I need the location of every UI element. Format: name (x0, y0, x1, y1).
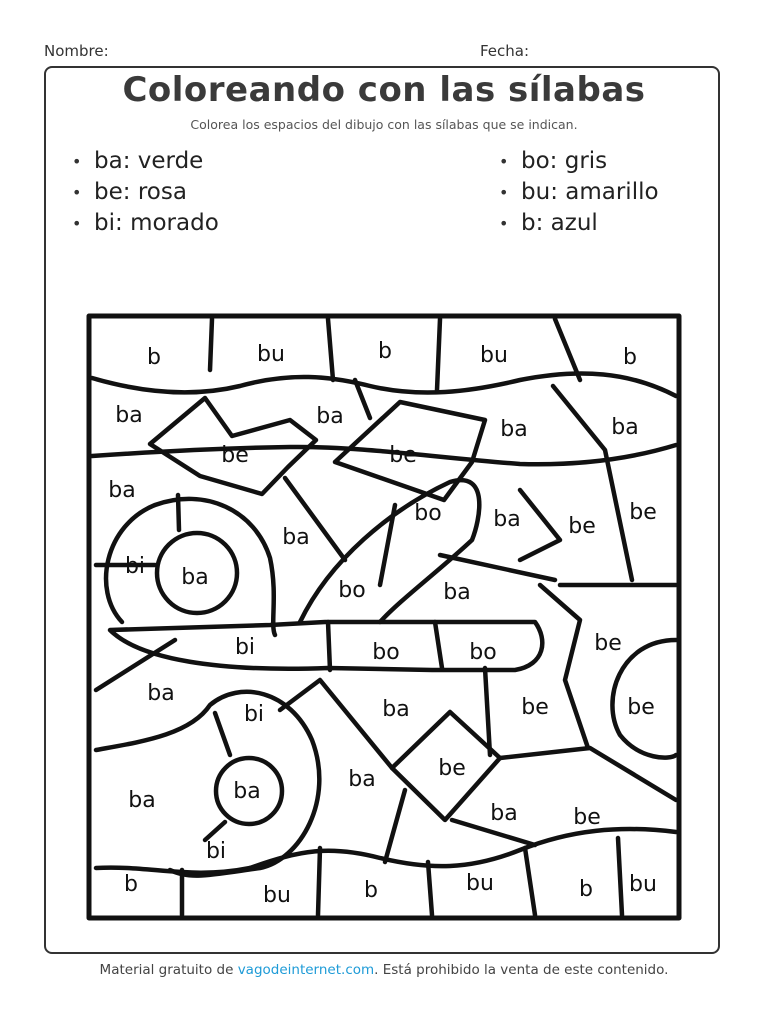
region-label: ba (316, 404, 344, 429)
region-label: be (629, 500, 657, 525)
region-label: be (568, 514, 596, 539)
region-label: be (221, 443, 249, 468)
region-label: b (623, 345, 637, 370)
page-title: Coloreando con las sílabas (122, 70, 646, 110)
date-label: Fecha: (480, 42, 530, 60)
region-label: ba (147, 681, 175, 706)
legend-color: verde (137, 148, 204, 174)
legend-color: azul (550, 210, 598, 236)
footer-prefix: Material gratuito de (99, 962, 238, 978)
legend-color: rosa (137, 179, 187, 205)
region-label: ba (128, 788, 156, 813)
legend-item: • ba: verde (70, 146, 219, 177)
region-label: be (521, 695, 549, 720)
region-label: be (573, 805, 601, 830)
legend-syllable: be (94, 179, 123, 205)
region-label: bo (338, 578, 366, 603)
region-label: bu (629, 872, 657, 897)
region-label: ba (181, 565, 209, 590)
legend-color: morado (130, 210, 219, 236)
region-label: be (594, 631, 622, 656)
region-label: b (364, 878, 378, 903)
region-label: bu (263, 883, 291, 908)
legend-syllable: bi (94, 210, 115, 236)
legend-syllable: ba (94, 148, 123, 174)
region-label: bi (124, 554, 146, 579)
region-label: b (124, 872, 138, 897)
region-label: ba (233, 779, 261, 804)
region-label: be (389, 443, 417, 468)
region-label: bi (243, 702, 265, 727)
region-label: ba (282, 525, 310, 550)
region-label: be (627, 695, 655, 720)
legend-item: • b: azul (497, 208, 659, 239)
footer-suffix: . Está prohibido la venta de este contenido. (374, 962, 669, 978)
legend-syllable: b (521, 210, 536, 236)
region-label: bu (466, 871, 494, 896)
legend-item: • be: rosa (70, 177, 219, 208)
region-label: ba (611, 415, 639, 440)
region-label: bi (234, 635, 256, 660)
legend-syllable: bu (521, 179, 551, 205)
region-label: ba (382, 697, 410, 722)
legend-syllable: bo (521, 148, 550, 174)
region-label: b (579, 877, 593, 902)
region-label: bu (257, 342, 285, 367)
legend-item: • bo: gris (497, 146, 659, 177)
region-label: ba (115, 403, 143, 428)
region-label: ba (493, 507, 521, 532)
region-label: bu (480, 343, 508, 368)
region-label: bo (469, 640, 497, 665)
footer-note (0, 962, 768, 978)
region-label: b (378, 339, 392, 364)
region-label: ba (490, 801, 518, 826)
region-label: be (438, 756, 466, 781)
region-label: bo (372, 640, 400, 665)
region-label: ba (443, 580, 471, 605)
region-label: bi (205, 839, 227, 864)
region-label: b (147, 345, 161, 370)
region-label: ba (348, 767, 376, 792)
legend-color: gris (564, 148, 608, 174)
legend-item: • bi: morado (70, 208, 219, 239)
instructions: Colorea los espacios del dibujo con las sílabas que se indican. (190, 117, 578, 132)
name-label: Nombre: (44, 42, 109, 60)
region-label: ba (108, 478, 136, 503)
legend-item: • bu: amarillo (497, 177, 659, 208)
region-label: ba (500, 417, 528, 442)
region-label: bo (414, 501, 442, 526)
site-link[interactable]: vagodeinternet.com (237, 962, 375, 978)
legend-color: amarillo (565, 179, 659, 205)
